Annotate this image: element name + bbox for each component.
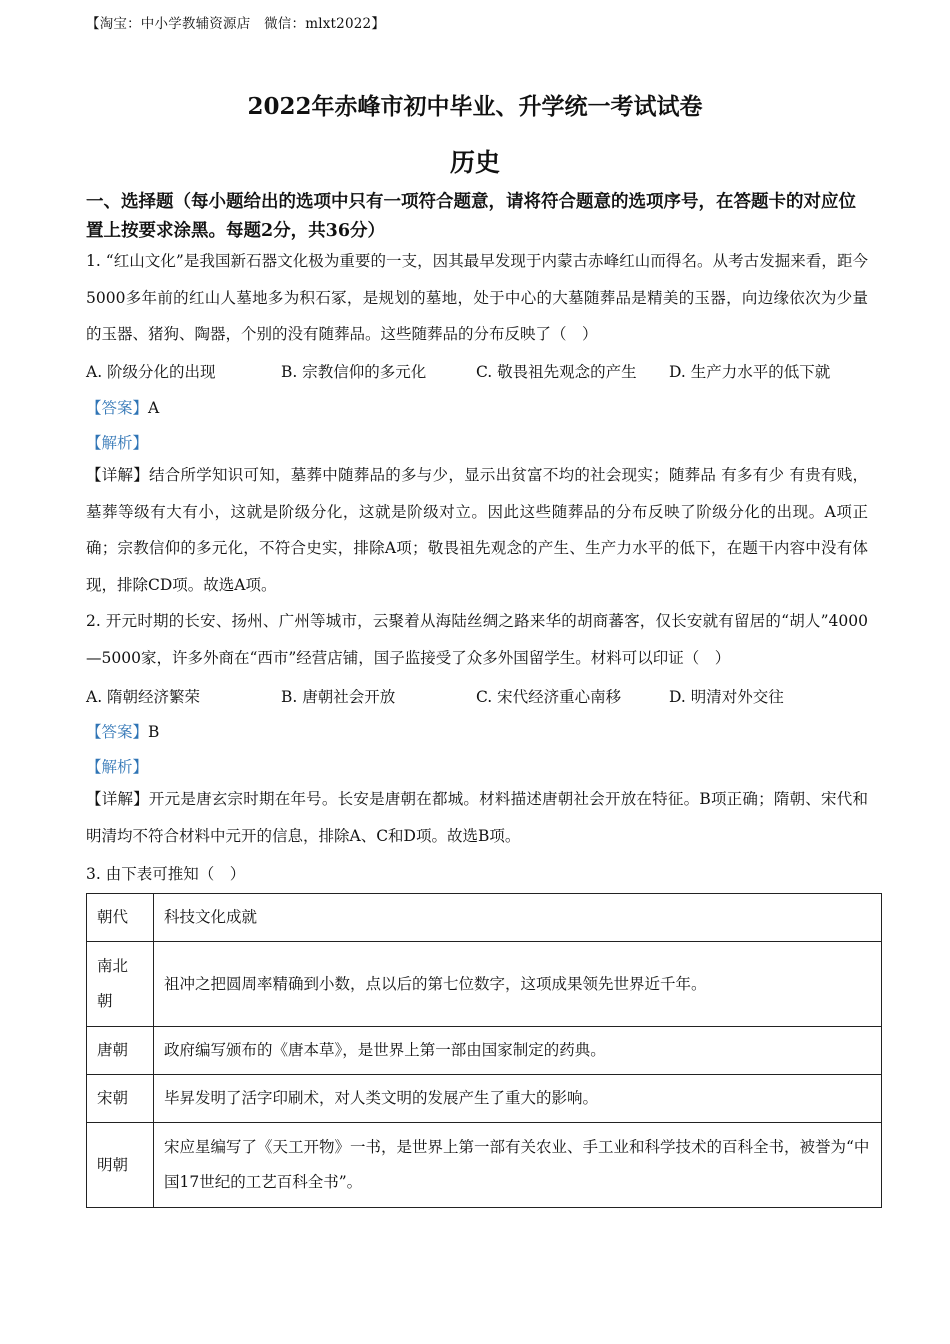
detail-text: 开元是唐玄宗时期在年号。长安是唐朝在都城。材料描述唐朝社会开放在特征。B项正确；隋朝、宋代和明清均不符合材料中元开的信息，排除A、C和D项。故选B项。 [86,790,868,845]
table-cell-achievement: 祖冲之把圆周率精确到小数，点以后的第七位数字，这项成果领先世界近千年。 [154,942,882,1027]
answer-tag: 【答案】 [86,723,149,741]
question-2-stem: 2. 开元时期的长安、扬州、广州等城市，云聚着从海陆丝绸之路来华的胡商蕃客，仅长安就有留居的“胡人”4000—5000家，许多外商在“西市”经营店铺，国子监接受了众多外国留学生。材料可以印证（ ） [86,612,868,667]
achievements-table [86,893,882,1208]
exam-title: 2022年赤峰市初中毕业、升学统一考试试卷 [247,93,703,120]
page-header: 【淘宝：中小学教辅资源店 微信：mlxt2022】 [86,16,386,32]
option-a: A. 阶级分化的出现 [86,363,216,381]
table-row [87,1075,882,1123]
detail-text: 结合所学知识可知，墓葬中随葬品的多与少，显示出贫富不均的社会现实；随葬品 有多有少 有贵有贱，墓葬等级有大有小，这就是阶级分化，这就是阶级对立。因此这些随葬品的分布反映了阶级分化的出现。A项正确；宗教信仰的多元化，不符合史实，排除A项；敬畏祖先观念的产生、生产力水平的低下，在题干内容中没有体现，排除CD项。故选A项。 [86,466,868,594]
table-row [87,1027,882,1075]
option-a: A. 隋朝经济繁荣 [86,688,201,706]
analysis-tag-1: 【解析】 [86,434,149,452]
table-cell-dynasty: 明朝 [87,1123,154,1208]
option-d: D. 生产力水平的低下就 [669,363,831,381]
table-cell-dynasty: 南北朝 [87,942,154,1027]
option-b: B. 唐朝社会开放 [281,688,396,706]
table-cell-dynasty: 宋朝 [87,1075,154,1123]
table-row [87,1123,882,1208]
table-row [87,942,882,1027]
option-c: C. 敬畏祖先观念的产生 [476,363,637,381]
answer-value: B [148,723,160,741]
question-3-stem: 3. 由下表可推知（ ） [86,865,246,883]
analysis-tag-2: 【解析】 [86,758,149,776]
option-d: D. 明清对外交往 [669,688,784,706]
table-header-row [87,894,882,942]
subject-title: 历史 [449,148,500,177]
question-2-detail [86,781,868,854]
question-1-stem: 1. “红山文化”是我国新石器文化极为重要的一支，因其最早发现于内蒙古赤峰红山而得名。从考古发掘来看，距今5000多年前的红山人墓地多为积石冢，是规划的墓地，处于中心的大墓随葬品是精美的玉器，向边缘依次为少量的玉器、猪狗、陶器，个别的没有随葬品。这些随葬品的分布反映了（ ） [86,252,868,343]
option-b: B. 宗教信仰的多元化 [281,363,427,381]
detail-tag: 【详解】 [86,790,149,808]
answer-line-2 [86,720,159,742]
table-header-achievement: 科技文化成就 [154,894,882,942]
detail-tag: 【详解】 [86,466,150,484]
answer-line-1 [86,396,159,418]
answer-tag: 【答案】 [86,399,149,417]
table-cell-achievement: 毕昇发明了活字印刷术，对人类文明的发展产生了重大的影响。 [154,1075,882,1123]
table-cell-achievement: 政府编写颁布的《唐本草》，是世界上第一部由国家制定的药典。 [154,1027,882,1075]
answer-value: A [148,399,160,417]
table-header-dynasty: 朝代 [87,894,154,942]
table-cell-achievement: 宋应星编写了《天工开物》一书，是世界上第一部有关农业、手工业和科学技术的百科全书，被誉为“中国17世纪的工艺百科全书”。 [154,1123,882,1208]
table-cell-dynasty: 唐朝 [87,1027,154,1075]
option-c: C. 宋代经济重心南移 [476,688,622,706]
question-1-detail [86,457,868,603]
section-heading: 一、选择题（每小题给出的选项中只有一项符合题意，请将符合题意的选项序号，在答题卡的对应位置上按要求涂黑。每题2分，共36分） [86,192,856,241]
